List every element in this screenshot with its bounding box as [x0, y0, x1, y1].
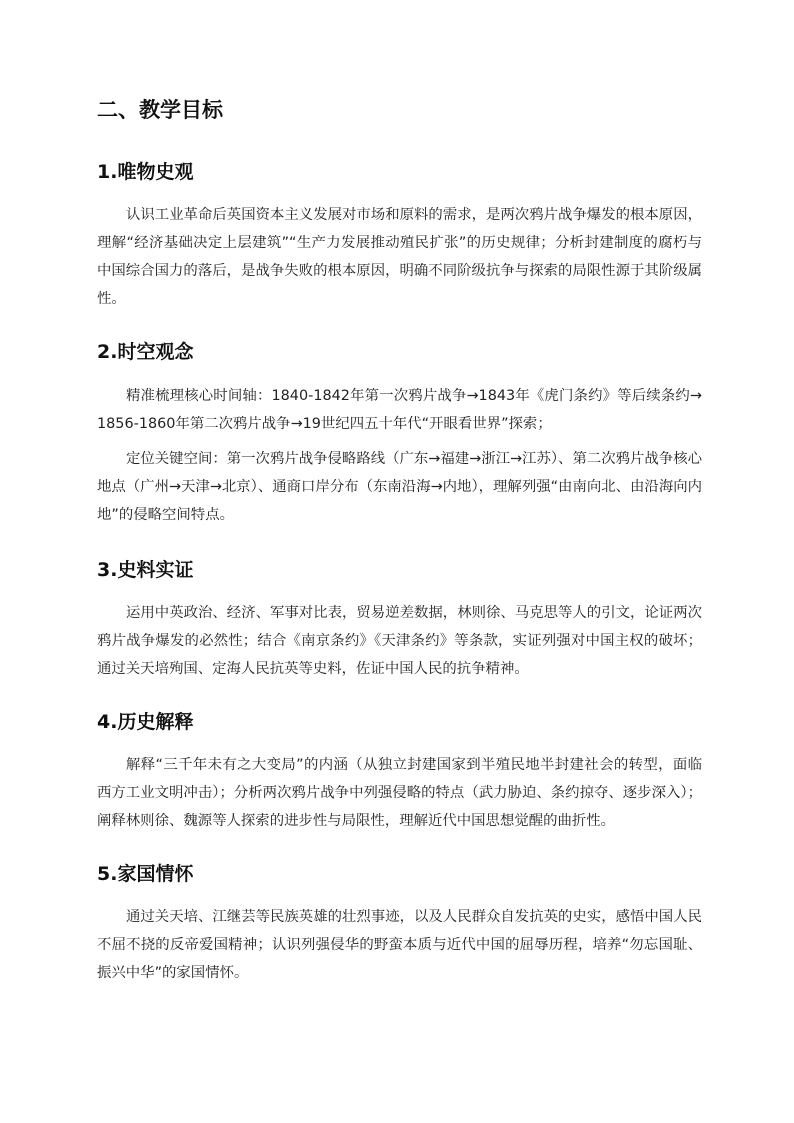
- section-paragraph-patriotism: 通过关天培、江继芸等民族英雄的壮烈事迹，以及人民群众自发抗英的史实，感悟中国人民不屈不挠的反帝爱国精神；认识列强侵华的野蛮本质与近代中国的屈辱历程，培养“勿忘国耻、振兴中华”的家国情怀。: [97, 909, 702, 981]
- section-paragraph-evidence: 运用中英政治、经济、军事对比表，贸易逆差数据，林则徐、马克思等人的引文，论证两次鸦片战争爆发的必然性；结合《南京条约》《天津条约》等条款，实证列强对中国主权的破坏；通过关天培殉国、定海人民抗英等史料，佐证中国人民的抗争精神。: [97, 605, 702, 677]
- page-heading: 二、教学目标: [97, 98, 223, 122]
- section-paragraph-interpretation: 解释“三千年未有之大变局”的内涵（从独立封建国家到半殖民地半封建社会的转型，面临西方工业文明冲击）；分析两次鸦片战争中列强侵略的特点（武力胁迫、条约掠夺、逐步深入）；阐释林则徐、魏源等人探索的进步性与局限性，理解近代中国思想觉醒的曲折性。: [97, 757, 702, 829]
- section-title-evidence: 3.史料实证: [97, 559, 194, 581]
- section-title-time-space: 2.时空观念: [97, 341, 194, 363]
- section-paragraph-timeline: 精准梳理核心时间轴：1840-1842年第一次鸦片战争→1843年《虎门条约》等后续条约→1856-1860年第二次鸦片战争→19世纪四五十年代“开眼看世界”探索；: [97, 388, 702, 432]
- section-paragraph-space: 定位关键空间：第一次鸦片战争侵略路线（广东→福建→浙江→江苏）、第二次鸦片战争核心地点（广州→天津→北京）、通商口岸分布（东南沿海→内地），理解列强“由南向北、由沿海向内地”的侵略空间特点。: [97, 451, 702, 523]
- section-title-interpretation: 4.历史解释: [97, 711, 194, 733]
- section-title-materialism: 1.唯物史观: [97, 161, 194, 183]
- section-title-patriotism: 5.家国情怀: [97, 863, 194, 885]
- section-paragraph-materialism: 认识工业革命后英国资本主义发展对市场和原料的需求，是两次鸦片战争爆发的根本原因，理解“经济基础决定上层建筑”“生产力发展推动殖民扩张”的历史规律；分析封建制度的腐朽与中国综合国力的落后，是战争失败的根本原因，明确不同阶级抗争与探索的局限性源于其阶级属性。: [97, 207, 702, 307]
